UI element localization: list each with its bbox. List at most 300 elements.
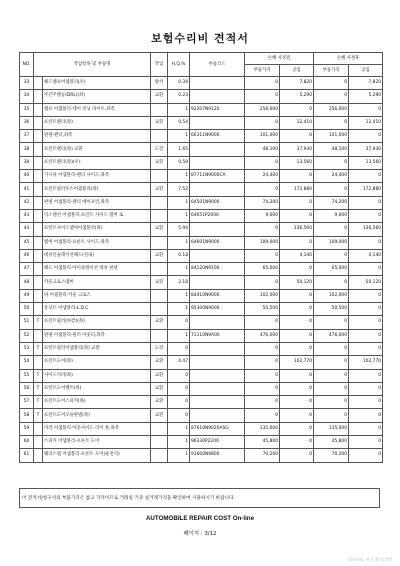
table-row — [20, 289, 383, 302]
cell-work: 교환 — [151, 223, 168, 236]
cell-item: 미러 어셈블리-아웃사이드 리어 뷰,좌측 — [43, 422, 151, 435]
cell-hq: 5.94 — [168, 223, 190, 236]
cell-code: 64501N9000 — [190, 196, 245, 209]
cell-work — [151, 209, 168, 222]
cell-bl: 0 — [280, 303, 314, 316]
cell-hq: 1.65 — [168, 143, 190, 156]
cell-ap: 24,400 — [314, 170, 349, 183]
cell-bl: 13,560 — [280, 156, 314, 169]
cell-item: 프런트도어(좌) — [43, 356, 151, 369]
cell-hq: 2.18 — [168, 276, 190, 289]
cell-bp: 50,500 — [245, 303, 280, 316]
cell-item: 패드 어셈블리-아이솔레이션 대쉬 판넬 — [43, 263, 151, 276]
cell-t — [34, 183, 43, 196]
cell-ap: 102,000 — [314, 289, 349, 302]
cell-bl: 0 — [280, 130, 314, 143]
table-row — [20, 249, 383, 262]
cell-bp: 0 — [245, 369, 280, 382]
cell-work — [151, 329, 168, 342]
cell-work: 교환 — [151, 409, 168, 422]
table-row — [20, 422, 383, 435]
cell-work: 교환 — [151, 396, 168, 409]
estimate-table — [19, 52, 383, 463]
cell-bl: 0 — [280, 236, 314, 249]
cell-work — [151, 130, 168, 143]
cell-work — [151, 436, 168, 449]
cell-ap: 135,000 — [314, 422, 349, 435]
cell-item: 프런트도어스피커(좌) — [43, 396, 151, 409]
cell-code: 64651P2000 — [190, 209, 245, 222]
cell-bp: 0 — [245, 223, 280, 236]
cell-item: 주간주행등(DRL)(좌) — [43, 90, 151, 103]
cell-t — [34, 196, 43, 209]
cell-t — [34, 130, 43, 143]
cell-bl: 4,140 — [280, 249, 314, 262]
cell-al: 0 — [349, 409, 383, 422]
cell-ap: 0 — [314, 382, 349, 395]
estimate-rows — [20, 77, 383, 463]
cell-al: 5,290 — [349, 90, 383, 103]
cell-item: 멤버 어셈블리-프론트 사이드,좌측 — [43, 236, 151, 249]
cell-bp: 0 — [245, 183, 280, 196]
cell-work: 교환 — [151, 382, 168, 395]
cell-work — [151, 303, 168, 316]
table-row — [20, 90, 383, 103]
table-row — [20, 329, 383, 342]
table-row — [20, 436, 383, 449]
cell-t — [34, 209, 43, 222]
cell-item: 프런트펜더(좌)(우) — [43, 156, 151, 169]
cell-item: 사이드미러(좌) — [43, 369, 151, 382]
cell-no: 60 — [20, 436, 34, 449]
cell-item: 프런트펜더(좌) — [43, 116, 151, 129]
cell-code — [190, 356, 245, 369]
cell-ap: 0 — [314, 316, 349, 329]
cell-item: 바 어셈블리-카울 크로스 — [43, 289, 151, 302]
cell-t — [34, 156, 43, 169]
cell-ap: 50,500 — [314, 303, 349, 316]
cell-code: 64601N9000 — [190, 236, 245, 249]
table-row — [20, 196, 383, 209]
cell-al: 0 — [349, 382, 383, 395]
cell-hq: 1 — [168, 103, 190, 116]
cell-item: 램프 어셈블리-데이 런닝 라이트,좌측 — [43, 103, 151, 116]
cell-no: 56 — [20, 382, 34, 395]
cell-ap: 0 — [314, 156, 349, 169]
cell-code — [190, 116, 245, 129]
cell-code — [190, 249, 245, 262]
table-row — [20, 303, 383, 316]
cell-ap: 70,200 — [314, 449, 349, 462]
cell-ap: 0 — [314, 369, 349, 382]
cell-bl: 0 — [280, 209, 314, 222]
header-before-parts: 부품가격 — [245, 65, 280, 77]
cell-t — [34, 356, 43, 369]
table-row — [20, 276, 383, 289]
cell-al: 0 — [349, 196, 383, 209]
page-number: 페이지 : 3/12 — [183, 531, 217, 537]
cell-no: 44 — [20, 223, 34, 236]
header-after-labor: 공임 — [349, 65, 383, 77]
cell-al: 0 — [349, 303, 383, 316]
cell-item: 데쉬인슐레이션패드(실내) — [43, 249, 151, 262]
cell-code — [190, 316, 245, 329]
cell-code: 84410N9000 — [190, 289, 245, 302]
cell-t: T — [34, 396, 43, 409]
cell-ap: 0 — [314, 409, 349, 422]
watermark: Y2K-Info. ※ 7.30.V.700 — [347, 557, 392, 562]
cell-no: 49 — [20, 289, 34, 302]
cell-ap: 0 — [314, 276, 349, 289]
cell-t — [34, 329, 43, 342]
cell-no: 41 — [20, 183, 34, 196]
cell-code — [190, 183, 245, 196]
cell-bl: 37,930 — [280, 143, 314, 156]
cell-no: 45 — [20, 236, 34, 249]
cell-code — [190, 369, 245, 382]
cell-hq: 0.18 — [168, 249, 190, 262]
cell-al: 136,560 — [349, 223, 383, 236]
cell-al: 0 — [349, 369, 383, 382]
cell-work: 교환 — [151, 356, 168, 369]
cell-bl: 50,120 — [280, 276, 314, 289]
cell-no: 33 — [20, 77, 34, 90]
cell-ap: 48,100 — [314, 143, 349, 156]
cell-al: 0 — [349, 170, 383, 183]
table-row — [20, 263, 383, 276]
cell-item: 카울크로스멤버 — [43, 276, 151, 289]
cell-ap: 74,200 — [314, 196, 349, 209]
cell-item: 헤드램프어셈블리(우) — [43, 77, 151, 90]
cell-al: 50,120 — [349, 276, 383, 289]
cell-bl: 0 — [280, 369, 314, 382]
cell-bp: 0 — [245, 409, 280, 422]
cell-bl: 0 — [280, 316, 314, 329]
cell-work: 도장 — [151, 143, 168, 156]
header-hq: H,Q,% — [168, 53, 190, 77]
table-row — [20, 183, 383, 196]
cell-ap: 109,000 — [314, 236, 349, 249]
cell-code — [190, 156, 245, 169]
table-row — [20, 170, 383, 183]
cell-t — [34, 223, 43, 236]
cell-no: 52 — [20, 329, 34, 342]
cell-t — [34, 77, 43, 90]
cell-item: 프런트필러우스어셈블리(좌) — [43, 183, 151, 196]
table-row — [20, 396, 383, 409]
cell-no: 37 — [20, 130, 34, 143]
cell-hq: 0 — [168, 396, 190, 409]
cell-no: 46 — [20, 249, 34, 262]
cell-no: 43 — [20, 209, 34, 222]
header-no: NO. — [20, 53, 34, 77]
cell-al: 0 — [349, 436, 383, 449]
cell-item: 프런트사이드멤버어셈블리(좌) — [43, 223, 151, 236]
cell-code — [190, 396, 245, 409]
cell-code — [190, 143, 245, 156]
table-row — [20, 369, 383, 382]
cell-bp: 0 — [245, 249, 280, 262]
cell-code — [190, 342, 245, 355]
cell-al: 0 — [349, 263, 383, 276]
cell-work: 교환 — [151, 183, 168, 196]
cell-item: 판넬-펜더,좌측 — [43, 130, 151, 143]
cell-hq: 1 — [168, 236, 190, 249]
cell-bp: 0 — [245, 276, 280, 289]
cell-bp: 70,200 — [245, 449, 280, 462]
cell-no: 42 — [20, 196, 34, 209]
cell-hq: 1 — [168, 289, 190, 302]
header-work: 작업 — [151, 53, 168, 77]
cell-no: 61 — [20, 449, 34, 462]
cell-no: 53 — [20, 342, 34, 355]
cell-item: 가니쉬 어셈블리-펜더 사이드,좌측 — [43, 170, 151, 183]
cell-al: 37,930 — [349, 143, 383, 156]
cell-item: 스피커 어셈블리-프론트 도어 — [43, 436, 151, 449]
cell-bp: 0 — [245, 90, 280, 103]
cell-t — [34, 276, 43, 289]
cell-bl: 0 — [280, 103, 314, 116]
table-row — [20, 342, 383, 355]
cell-code: 87610N9020ASG — [190, 422, 245, 435]
cell-al: 102,770 — [349, 356, 383, 369]
table-row — [20, 356, 383, 369]
cell-code: 87711N9000CA — [190, 170, 245, 183]
cell-bl: 136,560 — [280, 223, 314, 236]
cell-item: 프런트펜더(좌) 교환 — [43, 143, 151, 156]
cell-al: 0 — [349, 130, 383, 143]
cell-no: 54 — [20, 356, 34, 369]
cell-item: 유닛트 어셈블리-L.D.C — [43, 303, 151, 316]
cell-ap: 65,000 — [314, 263, 349, 276]
cell-al: 13,560 — [349, 156, 383, 169]
cell-al: 0 — [349, 236, 383, 249]
cell-bp: 256,000 — [245, 103, 280, 116]
cell-bp: 74,200 — [245, 196, 280, 209]
cell-no: 59 — [20, 422, 34, 435]
cell-ap: 101,000 — [314, 130, 349, 143]
cell-code — [190, 223, 245, 236]
cell-al: 12,410 — [349, 116, 383, 129]
cell-work — [151, 422, 168, 435]
cell-bp: 101,000 — [245, 130, 280, 143]
cell-code — [190, 382, 245, 395]
cell-t — [34, 103, 43, 116]
cell-t: T — [34, 369, 43, 382]
cell-al: 4,140 — [349, 249, 383, 262]
cell-t — [34, 170, 43, 183]
cell-t: T — [34, 409, 43, 422]
cell-no: 35 — [20, 103, 34, 116]
cell-no: 48 — [20, 276, 34, 289]
cell-work — [151, 236, 168, 249]
cell-bp: 0 — [245, 116, 280, 129]
cell-bl: 0 — [280, 263, 314, 276]
footer-title: AUTOMOBILE REPAIR COST On-line — [145, 515, 255, 522]
table-row — [20, 116, 383, 129]
cell-bp: 102,000 — [245, 289, 280, 302]
cell-hq: 4.47 — [168, 356, 190, 369]
cell-hq: 0 — [168, 342, 190, 355]
cell-hq: 1 — [168, 329, 190, 342]
cell-hq: 7.52 — [168, 183, 190, 196]
cell-bp: 0 — [245, 342, 280, 355]
cell-bl: 102,770 — [280, 356, 314, 369]
cell-ap: 0 — [314, 356, 349, 369]
cell-work — [151, 263, 168, 276]
cell-no: 47 — [20, 263, 34, 276]
cell-bp: 48,100 — [245, 143, 280, 156]
header-before: 손해 사정전 — [245, 53, 314, 65]
disclaimer-note: 이 견적서/청구서의 부품가격은 참고 가격이므로 거래일 기준 실거래가격을 확인하여 사용하시기 바랍니다. — [19, 488, 380, 508]
cell-ap: 0 — [314, 249, 349, 262]
cell-bl: 0 — [280, 342, 314, 355]
cell-item: 프런트도어모듈판넬(좌) — [43, 409, 151, 422]
cell-al: 0 — [349, 329, 383, 342]
cell-hq: 1 — [168, 209, 190, 222]
cell-bl: 0 — [280, 449, 314, 462]
cell-work: 교환 — [151, 90, 168, 103]
cell-code — [190, 409, 245, 422]
table-row — [20, 382, 383, 395]
cell-no: 36 — [20, 116, 34, 129]
cell-hq: 0.23 — [168, 90, 190, 103]
cell-hq: 0.54 — [168, 116, 190, 129]
cell-code — [190, 276, 245, 289]
cell-bl: 0 — [280, 289, 314, 302]
cell-no: 34 — [20, 90, 34, 103]
cell-al: 0 — [349, 422, 383, 435]
cell-t — [34, 249, 43, 262]
cell-code: 95300N9000 — [190, 303, 245, 316]
cell-hq: 0.59 — [168, 156, 190, 169]
table-row — [20, 236, 383, 249]
cell-hq: 1 — [168, 170, 190, 183]
cell-bp: 135,000 — [245, 422, 280, 435]
cell-bp: 0 — [245, 77, 280, 90]
cell-t — [34, 422, 43, 435]
cell-al: 0 — [349, 289, 383, 302]
cell-t — [34, 289, 43, 302]
cell-hq: 1 — [168, 303, 190, 316]
cell-work: 교환 — [151, 249, 168, 262]
cell-t — [34, 263, 43, 276]
cell-hq: 0.34 — [168, 77, 190, 90]
cell-work — [151, 196, 168, 209]
cell-bl: 5,290 — [280, 90, 314, 103]
cell-bp: 0 — [245, 316, 280, 329]
cell-t — [34, 303, 43, 316]
cell-bp: 476,000 — [245, 329, 280, 342]
cell-ap: 45,800 — [314, 436, 349, 449]
cell-item: 프런트도어벨트(좌) — [43, 382, 151, 395]
cell-ap: 476,000 — [314, 329, 349, 342]
cell-hq: 1 — [168, 263, 190, 276]
cell-al: 0 — [349, 342, 383, 355]
cell-bp: 0 — [245, 156, 280, 169]
cell-bp: 45,800 — [245, 436, 280, 449]
cell-hq: 1 — [168, 422, 190, 435]
table-row — [20, 409, 383, 422]
table-row — [20, 103, 383, 116]
cell-al: 172,880 — [349, 183, 383, 196]
cell-hq: 0 — [168, 316, 190, 329]
table-row — [20, 77, 383, 90]
cell-bp: 0 — [245, 356, 280, 369]
cell-bl: 0 — [280, 382, 314, 395]
cell-no: 58 — [20, 409, 34, 422]
cell-t: T — [34, 382, 43, 395]
cell-work — [151, 170, 168, 183]
cell-bl: 12,410 — [280, 116, 314, 129]
cell-al: 7,820 — [349, 77, 383, 90]
cell-bl: 0 — [280, 396, 314, 409]
cell-ap: 0 — [314, 396, 349, 409]
document-title: 보험수리비 견적서 — [151, 32, 249, 45]
cell-no: 51 — [20, 316, 34, 329]
header-item: 작업항목 및 부품명 — [34, 53, 151, 77]
table-row — [20, 156, 383, 169]
cell-t — [34, 449, 43, 462]
cell-work: 교환 — [151, 316, 168, 329]
cell-t — [34, 143, 43, 156]
cell-work: 교환 — [151, 156, 168, 169]
cell-code — [190, 90, 245, 103]
cell-bl: 0 — [280, 329, 314, 342]
cell-code: 71110N9A00 — [190, 329, 245, 342]
cell-bp: 0 — [245, 382, 280, 395]
cell-work — [151, 449, 168, 462]
cell-bl: 172,880 — [280, 183, 314, 196]
cell-ap: 0 — [314, 342, 349, 355]
table-row — [20, 223, 383, 236]
cell-code: 92207N9120 — [190, 103, 245, 116]
table-row — [20, 449, 383, 462]
cell-bl: 0 — [280, 170, 314, 183]
cell-item: 판넬 어셈블리-필러 아웃터,좌측 — [43, 329, 151, 342]
cell-t — [34, 236, 43, 249]
cell-bl: 7,820 — [280, 77, 314, 90]
cell-hq: 0 — [168, 369, 190, 382]
cell-work — [151, 289, 168, 302]
header-after-parts: 부품가격 — [314, 65, 349, 77]
cell-bp: 24,400 — [245, 170, 280, 183]
cell-al: 0 — [349, 396, 383, 409]
cell-work: 교환 — [151, 276, 168, 289]
cell-ap: 0 — [314, 183, 349, 196]
cell-al: 0 — [349, 209, 383, 222]
cell-bl: 0 — [280, 409, 314, 422]
table-row — [20, 143, 383, 156]
cell-no: 55 — [20, 369, 34, 382]
cell-ap: 9,000 — [314, 209, 349, 222]
cell-t: T — [34, 342, 43, 355]
cell-no: 39 — [20, 156, 34, 169]
cell-bp: 9,000 — [245, 209, 280, 222]
cell-al: 0 — [349, 103, 383, 116]
cell-ap: 0 — [314, 90, 349, 103]
cell-item: 웨더스텝 어셈블리-프론트 도어(운전석) — [43, 449, 151, 462]
cell-code — [190, 77, 245, 90]
cell-no: 57 — [20, 396, 34, 409]
cell-item: 프런트필러어셈블리(좌) 교환 — [43, 342, 151, 355]
cell-code: 96330P2200 — [190, 436, 245, 449]
cell-ap: 256,000 — [314, 103, 349, 116]
cell-hq: 0 — [168, 382, 190, 395]
header-after: 손해 사정후 — [314, 53, 383, 65]
cell-al: 0 — [349, 316, 383, 329]
cell-hq: 1 — [168, 449, 190, 462]
